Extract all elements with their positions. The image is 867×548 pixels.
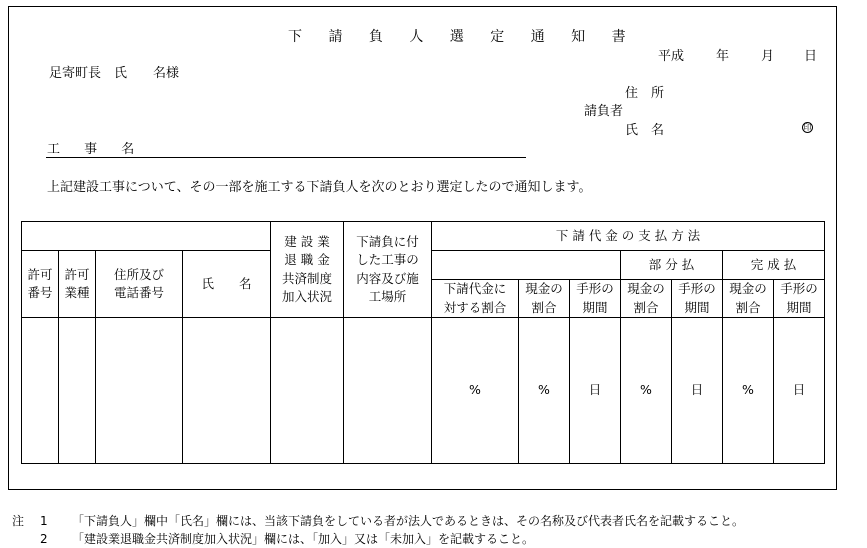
- header-completion-payment: 完 成 払: [723, 251, 825, 280]
- header-bill-period-3: 手形の 期間: [774, 280, 825, 318]
- header-address-phone: 住所及び 電話番号: [96, 251, 183, 318]
- header-retirement: 建 設 業 退 職 金 共済制度 加入状況: [271, 222, 344, 318]
- date-month: 月: [761, 49, 775, 64]
- header-name: 氏 名: [183, 251, 271, 318]
- cell-cash-3-unit: %: [723, 318, 774, 464]
- date-era: 平成: [658, 49, 685, 64]
- header-permit-type: 許可 業種: [59, 251, 96, 318]
- cell-bill-1-unit: 日: [570, 318, 621, 464]
- cell-address-phone: [96, 318, 183, 464]
- notes-label: 注: [12, 514, 25, 528]
- cell-name: [183, 318, 271, 464]
- cell-bill-2-unit: 日: [672, 318, 723, 464]
- contractor-address-label: 住 所: [625, 86, 665, 101]
- header-cash-ratio-2: 現金の 割合: [621, 280, 672, 318]
- work-name-label: 工 事 名: [47, 142, 145, 157]
- header-blank-payment: [432, 251, 621, 280]
- note-2-text: 「建設業退職金共済制度加入状況」欄には、「加入」又は「未加入」を記載すること。: [72, 532, 535, 546]
- header-payment-method: 下 請 代 金 の 支 払 方 法: [432, 222, 825, 251]
- seal-mark: 印: [803, 122, 812, 132]
- document-title: 下 請 負 人 選 定 通 知 書: [288, 29, 637, 45]
- contractor-name-label: 氏 名: [625, 123, 665, 138]
- cell-ratio-unit: %: [432, 318, 519, 464]
- note-2-number: 2: [40, 532, 48, 546]
- date-day: 日: [804, 49, 818, 64]
- date-year: 年: [716, 49, 730, 64]
- cell-permit-no: [22, 318, 59, 464]
- header-blank-top: [22, 222, 271, 251]
- header-bill-period-2: 手形の 期間: [672, 280, 723, 318]
- cell-contents: [344, 318, 432, 464]
- header-partial-payment: 部 分 払: [621, 251, 723, 280]
- work-name-underline: [46, 157, 526, 158]
- notice-text: 上記建設工事について、その一部を施工する下請負人を次のとおり選定したので通知します。: [47, 180, 592, 195]
- cell-cash-2-unit: %: [621, 318, 672, 464]
- header-bill-period-1: 手形の 期間: [570, 280, 621, 318]
- header-ratio: 下請代金に 対する割合: [432, 280, 519, 318]
- cell-retirement: [271, 318, 344, 464]
- cell-cash-1-unit: %: [519, 318, 570, 464]
- note-1-text: 「下請負人」欄中「氏名」欄には、当該下請負をしている者が法人であるときは、その名称及び代表者氏名を記載すること。: [72, 514, 745, 528]
- cell-permit-type: [59, 318, 96, 464]
- contractor-role-label: 請負者: [584, 104, 624, 119]
- note-1-number: 1: [40, 514, 48, 528]
- recipient: 足寄町長 氏 名様: [49, 66, 180, 81]
- cell-bill-3-unit: 日: [774, 318, 825, 464]
- header-permit-no: 許可 番号: [22, 251, 59, 318]
- header-cash-ratio-1: 現金の 割合: [519, 280, 570, 318]
- header-contents: 下請負に付 した工事の 内容及び施 工場所: [344, 222, 432, 318]
- subcontractor-table: [21, 221, 825, 464]
- header-cash-ratio-3: 現金の 割合: [723, 280, 774, 318]
